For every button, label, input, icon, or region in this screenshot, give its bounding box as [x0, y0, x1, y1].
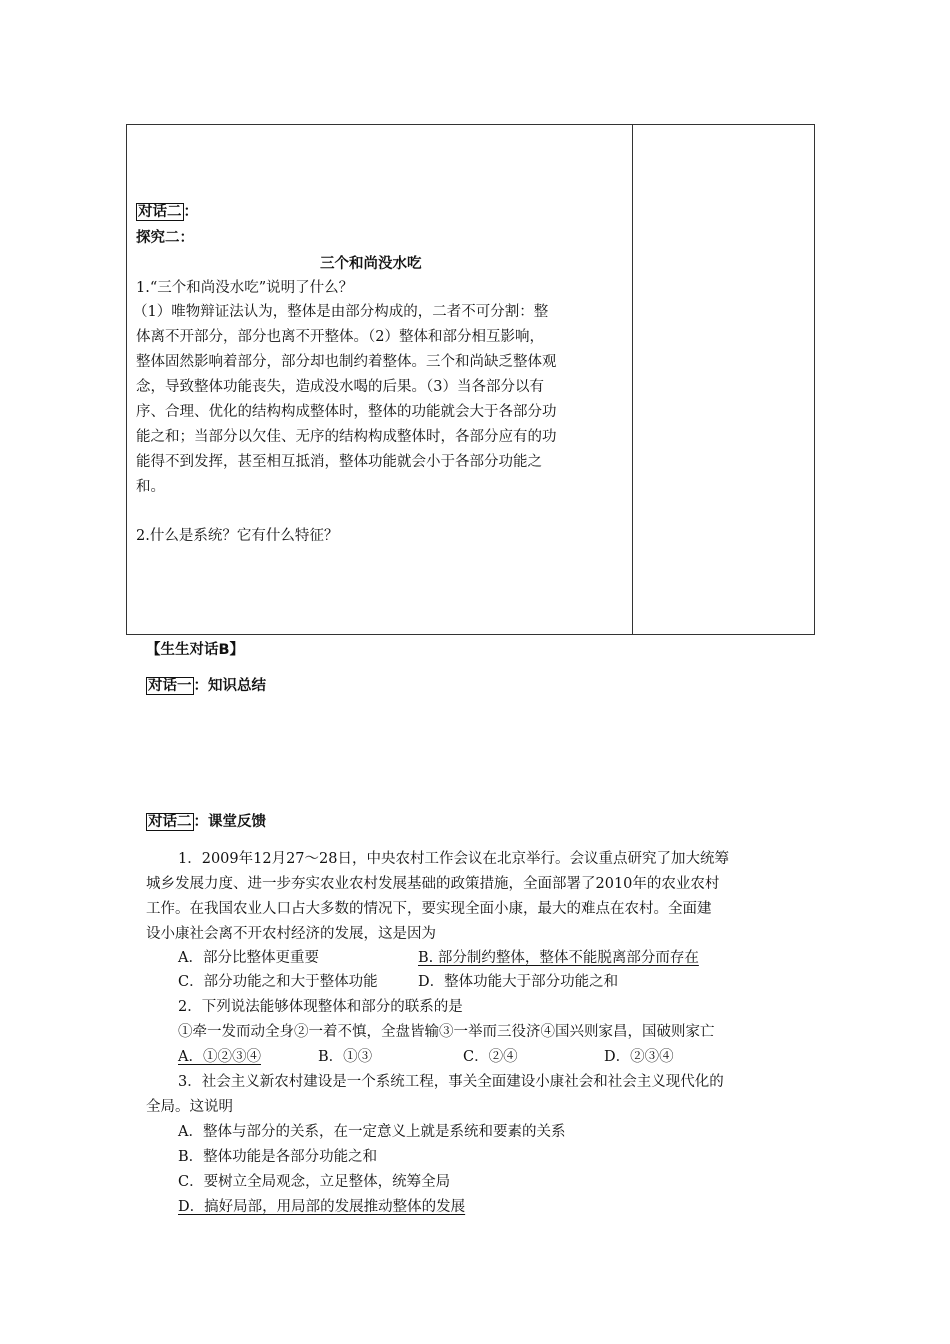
question-1: 1.“三个和尚没水吃”说明了什么？ — [136, 280, 354, 296]
q1-option-c: C．部分功能之和大于整体功能 — [178, 974, 378, 990]
dialog-two-label: 对话二 — [138, 204, 182, 220]
q3-option-c: C．要树立全局观念，立足整体，统筹全局 — [178, 1174, 451, 1190]
q2-stem: 2．下列说法能够体现整体和部分的联系的是 — [178, 999, 463, 1015]
answer-line: 念，导致整体功能丧失，造成没水喝的后果。（3）当各部分以有 — [136, 379, 544, 395]
answer-line: 能得不到发挥，甚至相互抵消，整体功能就会小于各部分功能之 — [136, 454, 542, 470]
story-title: 三个和尚没水吃 — [320, 256, 422, 272]
q2-option-d: D．②③④ — [604, 1049, 674, 1065]
q2-option-b: B．①③ — [318, 1049, 373, 1065]
dialog-two-feedback-title: ：课堂反馈 — [193, 814, 266, 830]
dialog-one-heading — [146, 674, 266, 698]
answer-line: 体离不开部分，部分也离不开整体。（2）整体和部分相互影响， — [136, 329, 544, 345]
q1-stem-line: 工作。在我国农业人口占大多数的情况下，要实现全面小康，最大的难点在农村。全面建 — [146, 901, 712, 917]
answer-line: 和。 — [136, 479, 165, 495]
q1-stem-line: 城乡发展力度、进一步夯实农业农村发展基础的政策措施，全面部署了2010年的农业农村 — [146, 876, 720, 892]
q3-option-b: B．整体功能是各部分功能之和 — [178, 1149, 378, 1165]
q1-option-a: A．部分比整体更重要 — [178, 950, 319, 966]
table-column-divider — [632, 124, 633, 635]
answer-line: 整体固然影响着部分，部分却也制约着整体。三个和尚缺乏整体观 — [136, 354, 557, 370]
q2-option-c: C．②④ — [463, 1049, 518, 1065]
dialog-two-colon: ： — [183, 204, 198, 220]
dialog-two-feedback-label: 对话二 — [148, 814, 192, 830]
dialog-one-title: ：知识总结 — [193, 678, 266, 694]
q3-stem-line: 全局。这说明 — [146, 1099, 233, 1115]
answer-line: （1）唯物辩证法认为，整体是由部分构成的，二者不可分割：整 — [133, 304, 549, 320]
answer-line: 序、合理、优化的结构构成整体时，整体的功能就会大于各部分功 — [136, 404, 557, 420]
q2-items: ①牵一发而动全身②一着不慎，全盘皆输③一举而三役济④国兴则家昌，国破则家亡 — [178, 1024, 715, 1040]
q2-option-a: A．①②③④ — [178, 1049, 261, 1065]
q1-option-d: D．整体功能大于部分功能之和 — [418, 974, 619, 990]
q3-option-a: A．整体与部分的关系，在一定意义上就是系统和要素的关系 — [178, 1124, 566, 1140]
dialog-one-label: 对话一 — [148, 678, 192, 694]
dialog-two-heading — [136, 200, 198, 224]
q3-stem-line: 3．社会主义新农村建设是一个系统工程，事关全面建设小康社会和社会主义现代化的 — [178, 1074, 724, 1090]
section-b-heading: 【生生对话B】 — [146, 642, 245, 658]
q1-stem-line: 设小康社会离不开农村经济的发展，这是因为 — [146, 926, 436, 942]
question-2: 2.什么是系统？它有什么特征？ — [136, 528, 339, 544]
q1-option-b: B. 部分制约整体，整体不能脱离部分而存在 — [418, 950, 699, 966]
q3-option-d: D．搞好局部，用局部的发展推动整体的发展 — [178, 1199, 466, 1215]
explore-two-heading: 探究二： — [136, 230, 194, 246]
q1-stem-line: 1．2009年12月27～28日，中央农村工作会议在北京举行。会议重点研究了加大统筹 — [178, 851, 729, 867]
dialog-two-feedback-heading — [146, 810, 266, 834]
answer-line: 能之和；当部分以欠佳、无序的结构构成整体时，各部分应有的功 — [136, 429, 557, 445]
